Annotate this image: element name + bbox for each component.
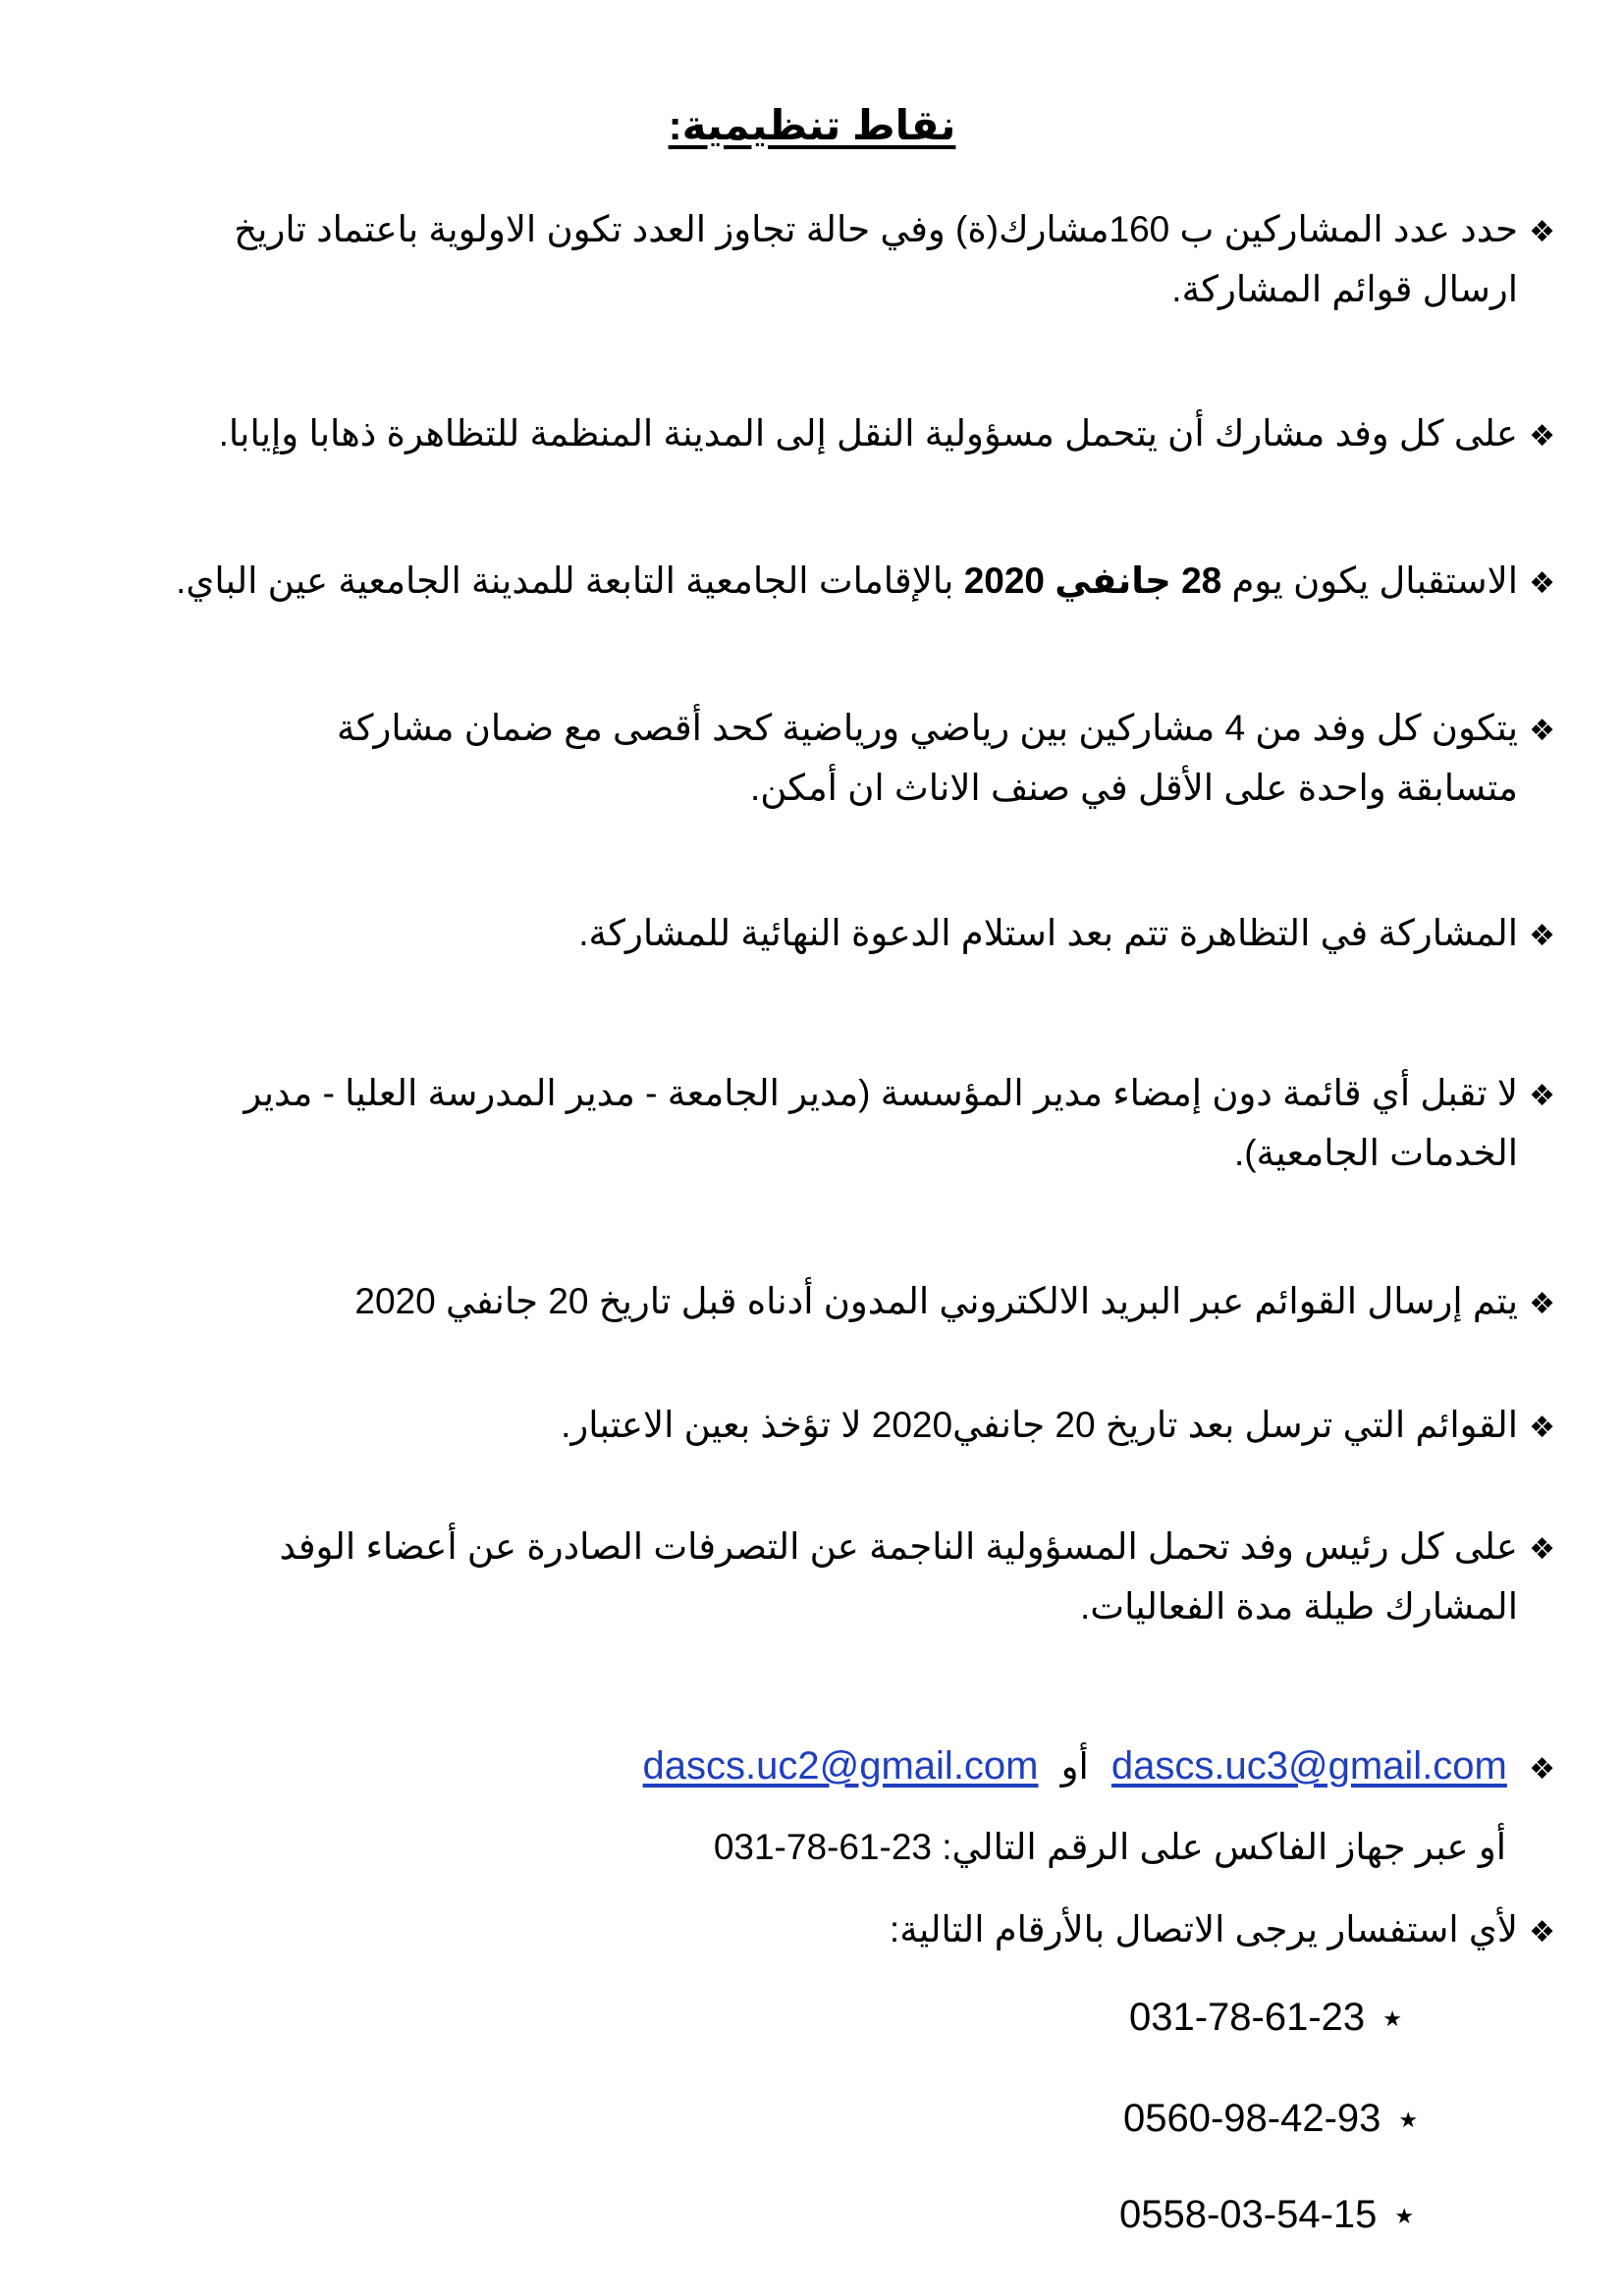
diamond-bullet-icon: ❖: [1529, 1412, 1555, 1444]
phone-number: 0558-03-54-15: [1119, 2193, 1378, 2236]
phone-number-item: [1129, 1990, 1402, 2047]
rule-text: لا تقبل أي قائمة دون إمضاء مدير المؤسسة (مدير الجامعة - مدير المدرسة العليا - مدير: [244, 1073, 1518, 1113]
or-label: أو: [1060, 1746, 1089, 1787]
phone-number: 031-78-61-23: [1129, 1996, 1366, 2039]
rule-text: على كل رئيس وفد تحمل المسؤولية الناجمة عن التصرفات الصادرة عن أعضاء الوفد: [279, 1526, 1518, 1567]
star-bullet-icon: ★: [1382, 2006, 1402, 2032]
inquiry-text: لأي استفسار يرجى الاتصال بالأرقام التالية:: [889, 1909, 1518, 1949]
rule-line: [244, 1065, 1555, 1125]
reception-date: 28 جانفي 2020: [963, 561, 1222, 601]
rule-line: [279, 1519, 1555, 1578]
diamond-bullet-icon: ❖: [1529, 1080, 1555, 1112]
rule-item-delegation-size: [337, 700, 1555, 817]
rule-text: الاستقبال يكون يوم: [1221, 561, 1518, 601]
rule-line: [176, 553, 1555, 613]
rule-line: [561, 1397, 1555, 1457]
rule-item-reception: [176, 553, 1555, 613]
rule-text: القوائم التي ترسل بعد تاريخ 20 جانفي2020 لا تؤخذ بعين الاعتبار.: [561, 1405, 1518, 1445]
rule-text-continued: ارسال قوائم المشاركة.: [1171, 269, 1518, 309]
diamond-bullet-icon: ❖: [1529, 1753, 1555, 1786]
diamond-bullet-icon: ❖: [1529, 216, 1555, 248]
rule-line: [337, 700, 1555, 760]
rule-text: حدد عدد المشاركين ب 160مشارك(ة) وفي حالة تجاوز العدد تكون الاولوية باعتماد تاريخ: [234, 209, 1518, 249]
diamond-bullet-icon: ❖: [1529, 1288, 1555, 1320]
star-bullet-icon: ★: [1394, 2204, 1415, 2229]
rule-item-email-deadline: [354, 1273, 1555, 1333]
page-title: نقاط تنظيمية:: [668, 102, 956, 148]
fax-label: أو عبر جهاز الفاكس على الرقم التالي:: [942, 1827, 1506, 1867]
rule-item-delegation-head: [279, 1519, 1555, 1635]
diamond-bullet-icon: ❖: [1529, 1916, 1555, 1949]
email-link-uc2[interactable]: dascs.uc2@gmail.com: [642, 1744, 1039, 1788]
rule-item-late-lists: [561, 1397, 1555, 1457]
rule-text-end: بالإقامات الجامعية التابعة للمدينة الجامعية عين الباي.: [176, 561, 964, 601]
rule-line: [234, 201, 1555, 261]
rule-item-transport: [219, 405, 1555, 465]
diamond-bullet-icon: ❖: [1529, 1533, 1555, 1566]
email-link-uc3[interactable]: dascs.uc3@gmail.com: [1110, 1744, 1507, 1788]
rule-line: [578, 905, 1555, 965]
star-bullet-icon: ★: [1398, 2108, 1419, 2133]
rule-text-continued: المشارك طيلة مدة الفعاليات.: [1080, 1586, 1518, 1627]
email-contacts: [643, 1737, 1555, 1798]
rule-item-final-invitation: [578, 905, 1555, 965]
diamond-bullet-icon: ❖: [1529, 715, 1555, 747]
diamond-bullet-icon: ❖: [1529, 920, 1555, 952]
diamond-bullet-icon: ❖: [1529, 420, 1555, 453]
fax-contact: [714, 1819, 1506, 1876]
phone-number-item: [1123, 2091, 1418, 2148]
rule-item-signature: [244, 1065, 1555, 1182]
phone-number: 0560-98-42-93: [1123, 2097, 1381, 2140]
phone-number-item: [1119, 2187, 1414, 2244]
diamond-bullet-icon: ❖: [1529, 567, 1555, 600]
fax-number: 031-78-61-23: [713, 1827, 932, 1867]
rule-text-continued: متسابقة واحدة على الأقل في صنف الاناث ان أمكن.: [749, 768, 1518, 808]
rule-line: [354, 1273, 1555, 1333]
rule-item-participants-limit: [234, 201, 1555, 318]
inquiry-line: [890, 1901, 1555, 1961]
rule-text-continued: الخدمات الجامعية).: [1233, 1133, 1518, 1173]
rule-text: المشاركة في التظاهرة تتم بعد استلام الدعوة النهائية للمشاركة.: [578, 913, 1518, 953]
rule-text: على كل وفد مشارك أن يتحمل مسؤولية النقل إلى المدينة المنظمة للتظاهرة ذهابا وإيابا.: [218, 413, 1518, 454]
rule-text: يتكون كل وفد من 4 مشاركين بين رياضي ورياضية كحد أقصى مع ضمان مشاركة: [337, 708, 1518, 748]
rule-text: يتم إرسال القوائم عبر البريد الالكتروني المدون أدناه قبل تاريخ 20 جانفي 2020: [354, 1281, 1518, 1321]
rule-line: [219, 405, 1555, 465]
